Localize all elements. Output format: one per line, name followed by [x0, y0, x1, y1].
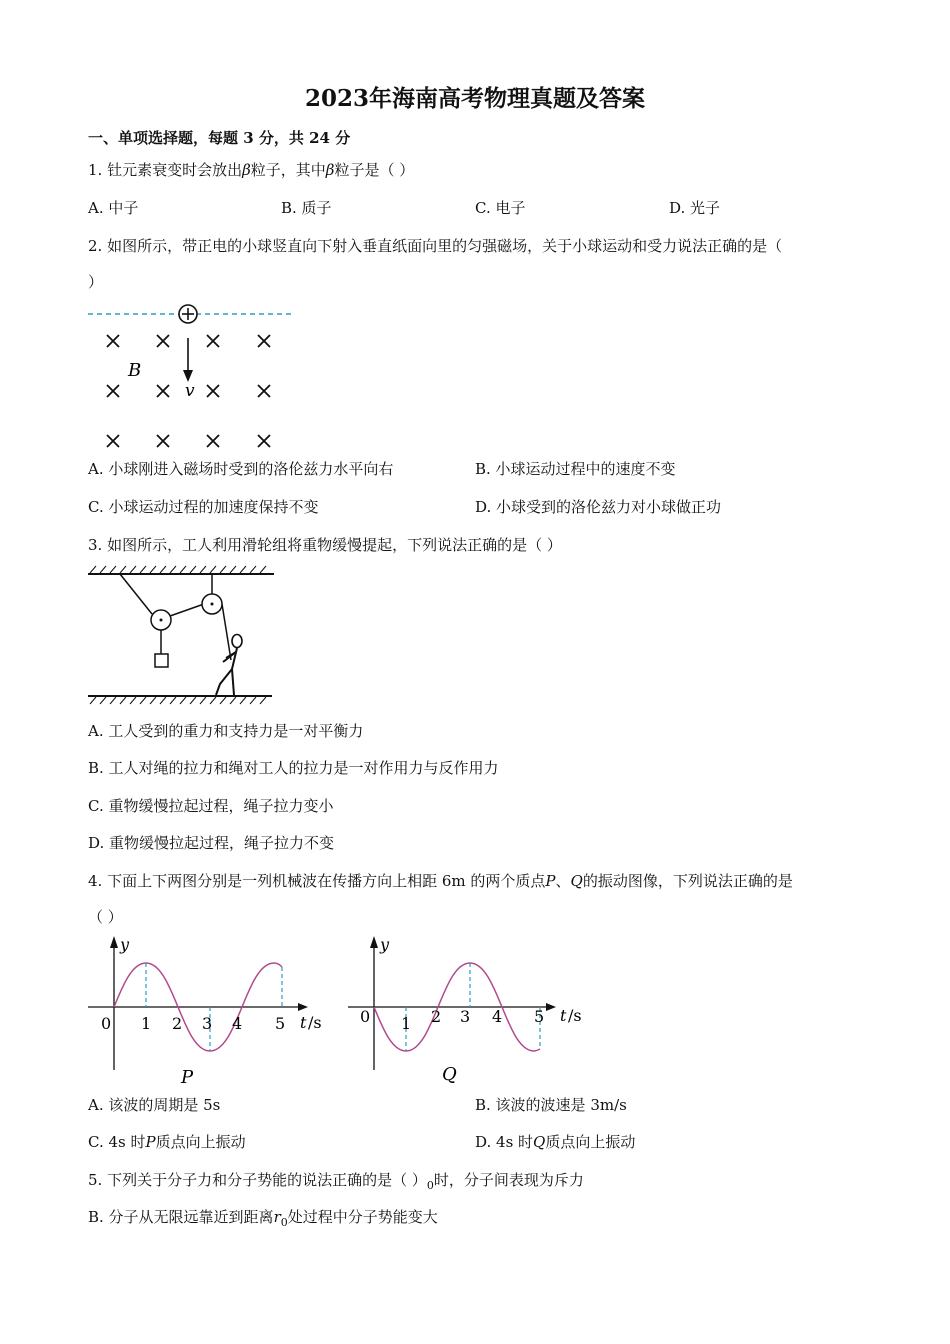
field-label: B — [128, 360, 142, 381]
tick-2: 2 — [431, 1007, 442, 1026]
point-q: Q — [570, 872, 583, 890]
x-axis-unit: /s — [568, 1006, 582, 1025]
tick-5: 5 — [275, 1014, 286, 1033]
option-b: B. 小球运动过程中的速度不变 — [475, 460, 676, 478]
question-2-stem: 2. 如图所示，带正电的小球竖直向下射入垂直纸面向里的匀强磁场，关于小球运动和受力说法正确的是（ — [88, 237, 783, 255]
x-axis-var: t — [300, 1013, 307, 1032]
q4-stem-text: 4. 下面上下两图分别是一列机械波在传播方向上相距 6m 的两个质点 — [88, 872, 546, 890]
option-c: C. 重物缓慢拉起过程，绳子拉力变小 — [88, 797, 334, 815]
option-d: D. 小球受到的洛伦兹力对小球做正功 — [475, 498, 722, 516]
option-c: C. 电子 — [475, 199, 526, 217]
question-4-stem-cont: （ ） — [88, 908, 123, 926]
option-b: B. 该波的波速是 3m/s — [475, 1096, 627, 1114]
option-a: A. 中子 — [88, 199, 139, 217]
tick-2: 2 — [172, 1014, 183, 1033]
graph-q — [346, 930, 586, 1090]
point-p: P — [145, 1133, 156, 1151]
beta-symbol: β — [242, 161, 251, 179]
question-3-stem: 3. 如图所示，工人利用滑轮组将重物缓慢提起，下列说法正确的是（ ） — [88, 536, 562, 554]
point-p: P — [545, 872, 556, 890]
q4-stem-text: 、 — [555, 872, 571, 890]
tick-0: 0 — [101, 1014, 112, 1033]
weight-block — [155, 654, 168, 667]
q1-stem-text: 粒子，其中 — [250, 161, 326, 179]
y-axis-label: y — [120, 935, 130, 954]
graph-label-q: Q — [442, 1064, 457, 1085]
option-b: B. 工人对绳的拉力和绳对工人的拉力是一对作用力与反作用力 — [88, 759, 499, 777]
option-b: B. 质子 — [281, 199, 332, 217]
option-c-text: 质点向上振动 — [155, 1133, 246, 1151]
question-1-stem — [88, 160, 414, 180]
tick-1: 1 — [141, 1014, 152, 1033]
tick-3: 3 — [460, 1007, 471, 1026]
option-a: A. 工人受到的重力和支持力是一对平衡力 — [88, 722, 364, 740]
distance-symbol: r — [273, 1208, 281, 1226]
pulley-figure — [86, 564, 276, 706]
tick-5: 5 — [534, 1007, 545, 1026]
option-d: D. 光子 — [669, 199, 721, 217]
q5-stem-text: 5. 下列关于分子力和分子势能的说法正确的是（ ） — [88, 1171, 427, 1189]
option-d: D. 重物缓慢拉起过程，绳子拉力不变 — [88, 834, 335, 852]
point-q: Q — [533, 1133, 546, 1151]
question-2-stem-cont: ） — [88, 273, 104, 291]
tick-0: 0 — [360, 1007, 371, 1026]
beta-symbol: β — [325, 161, 335, 179]
graph-p — [86, 930, 326, 1090]
page-title: 2023年海南高考物理真题及答案 — [304, 85, 645, 112]
option-b — [88, 1207, 438, 1229]
option-b-text: B. 分子从无限远靠近到距离 — [88, 1208, 274, 1226]
x-axis-var: t — [560, 1006, 567, 1025]
option-a: A. 小球刚进入磁场时受到的洛伦兹力水平向右 — [88, 460, 394, 478]
tick-4: 4 — [232, 1014, 243, 1033]
option-a: A. 该波的周期是 5s — [88, 1096, 221, 1114]
option-c-text: C. 4s 时 — [88, 1133, 146, 1151]
option-d — [475, 1132, 635, 1152]
subscript-zero: 0 — [426, 1179, 434, 1192]
x-axis-unit: /s — [308, 1013, 322, 1032]
option-b-text: 处过程中分子势能变大 — [287, 1208, 438, 1226]
tick-1: 1 — [401, 1014, 412, 1033]
section-heading: 一、单项选择题，每题 3 分，共 24 分 — [88, 129, 351, 147]
velocity-label: v — [185, 381, 195, 401]
option-d-text: 质点向上振动 — [545, 1133, 636, 1151]
graph-label-p: P — [181, 1067, 194, 1088]
q4-stem-text: 的振动图像，下列说法正确的是 — [582, 872, 793, 890]
q1-stem-text: 粒子是（ ） — [334, 161, 415, 179]
option-c — [88, 1132, 246, 1152]
y-axis-label: y — [380, 935, 390, 954]
q5-stem-tail: 时，分子间表现为斥力 — [433, 1171, 584, 1189]
option-d-text: D. 4s 时 — [475, 1133, 534, 1151]
tick-4: 4 — [492, 1007, 503, 1026]
subscript-zero: 0 — [280, 1216, 288, 1229]
option-c: C. 小球运动过程的加速度保持不变 — [88, 498, 319, 516]
magnetic-field-figure — [86, 300, 296, 450]
question-5-stem — [88, 1170, 584, 1192]
question-4-stem — [88, 871, 793, 891]
tick-3: 3 — [202, 1014, 213, 1033]
q1-stem-text: 1. 钍元素衰变时会放出 — [88, 161, 243, 179]
